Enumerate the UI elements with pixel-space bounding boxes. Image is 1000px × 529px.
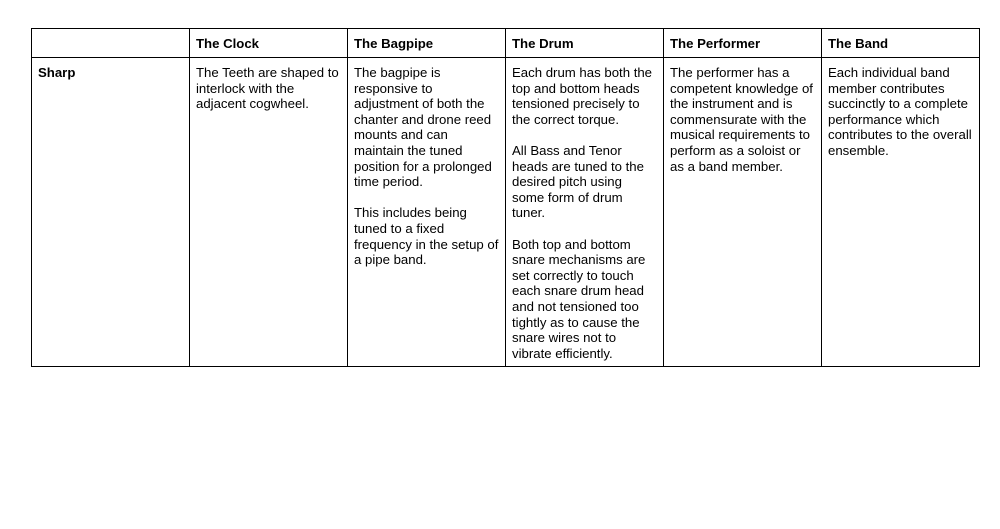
- cell-clock: [190, 58, 348, 367]
- header-cell-drum: The Drum: [506, 29, 664, 58]
- cell-paragraph: This includes being tuned to a fixed frequency in the setup of a pipe band.: [354, 205, 499, 268]
- header-row: [32, 29, 980, 58]
- cell-paragraph: The bagpipe is responsive to adjustment of both the chanter and drone reed mounts and can maintain the tuned position for a prolonged time period.: [354, 65, 492, 190]
- header-cell-clock: The Clock: [190, 29, 348, 58]
- table-row: [32, 58, 980, 367]
- cell-paragraph: Each drum has both the top and bottom heads tensioned precisely to the correct torque.: [512, 65, 653, 127]
- cell-paragraph: The performer has a competent knowledge of the instrument and is commensurate with the musical requirements to perform as a soloist or as a band member.: [670, 65, 813, 174]
- comparison-table: [31, 28, 980, 367]
- cell-bagpipe: [348, 58, 506, 367]
- header-cell-band: The Band: [822, 29, 980, 58]
- cell-paragraph: Each individual band member contributes succinctly to a complete performance which contributes to the overall ensemble.: [828, 65, 972, 158]
- cell-drum: [506, 58, 664, 367]
- cell-band: [822, 58, 980, 367]
- row-label-sharp: Sharp: [32, 58, 190, 367]
- cell-paragraph: The Teeth are shaped to interlock with the adjacent cogwheel.: [196, 65, 339, 112]
- header-cell-bagpipe: The Bagpipe: [348, 29, 506, 58]
- header-cell-performer: The Performer: [664, 29, 822, 58]
- header-cell-corner: [32, 29, 190, 58]
- cell-paragraph: Both top and bottom snare mechanisms are set correctly to touch each snare drum head and not tensioned too tightly as to cause the snare wires not to vibrate efficiently.: [512, 236, 646, 361]
- cell-paragraph: All Bass and Tenor heads are tuned to the desired pitch using some form of drum tuner.: [512, 142, 644, 221]
- cell-performer: [664, 58, 822, 367]
